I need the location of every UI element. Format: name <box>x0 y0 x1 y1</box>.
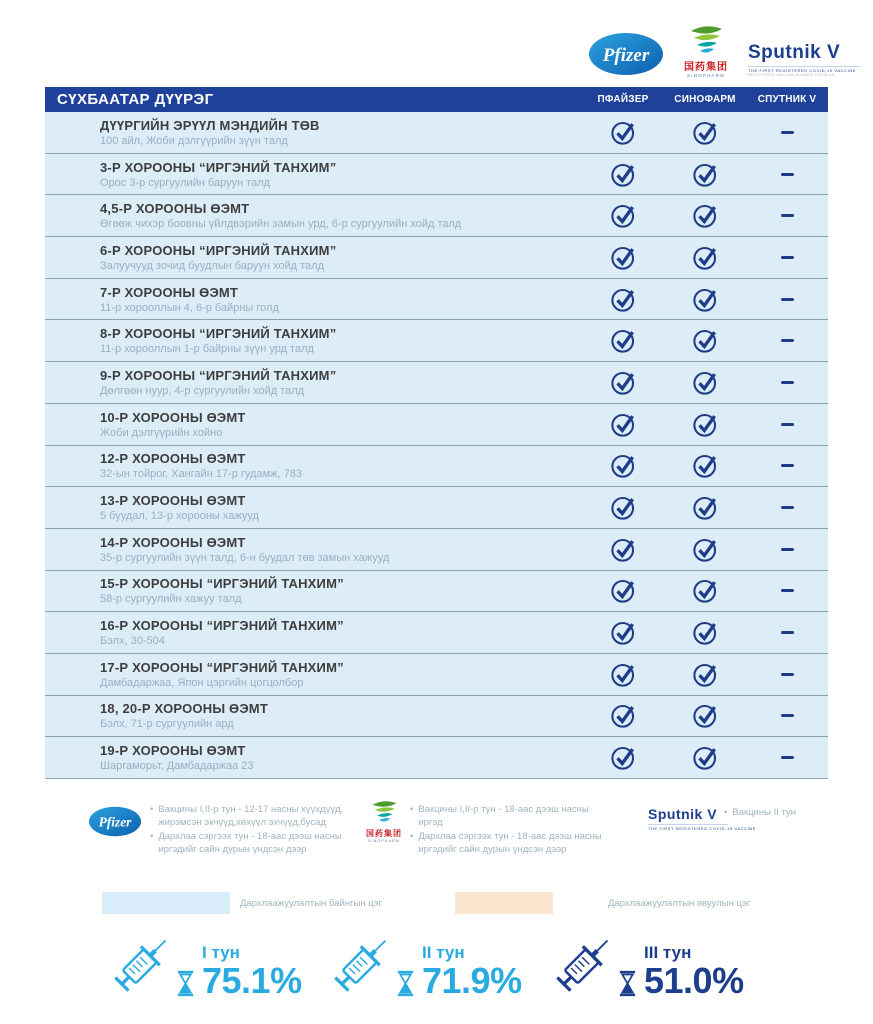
vaccine-cell <box>746 112 828 153</box>
location-title: ДҮҮРГИЙН ЭРҮҮЛ МЭНДИЙН ТӨВ <box>100 117 320 133</box>
sputnik-legend-bullets <box>724 806 844 819</box>
vaccine-cell <box>664 654 746 695</box>
legend-bullet: • Вакцины II тун <box>724 807 796 818</box>
dose-3-stat <box>548 926 744 1000</box>
sputnik-footer-logo <box>648 806 757 831</box>
dash-icon <box>781 589 794 592</box>
vaccine-cell <box>746 654 828 695</box>
dash-icon <box>781 256 794 259</box>
check-icon <box>692 202 719 229</box>
location-address: Жоби дэлгүүрийн хойно <box>100 426 223 439</box>
sinopharm-footer-logo-sub: SINOPHARM <box>368 838 400 843</box>
vaccine-cell <box>664 195 746 236</box>
pfizer-footer-logo <box>88 806 142 842</box>
location-address: Залуучууд зочид буудлын баруун хойд талд <box>100 259 325 272</box>
vaccine-cell <box>664 487 746 528</box>
vaccine-cell <box>582 237 664 278</box>
vaccination-points-table <box>45 87 828 779</box>
sputnik-logo-tagline: THE FIRST REGISTERED COVID-19 VACCINE <box>748 66 860 73</box>
vaccine-cell <box>746 195 828 236</box>
dose-2-label: II тун <box>422 943 465 963</box>
check-icon <box>610 744 637 771</box>
sinopharm-logo <box>676 25 736 78</box>
vaccine-cell <box>582 696 664 737</box>
location-address: Бэлх, 30-504 <box>100 635 165 648</box>
vaccine-cell <box>746 154 828 195</box>
check-icon <box>692 327 719 354</box>
dash-icon <box>781 131 794 134</box>
check-icon <box>610 536 637 563</box>
dash-icon <box>781 756 794 759</box>
dash-icon <box>781 298 794 301</box>
sinopharm-waves-icon <box>367 800 401 825</box>
sinopharm-waves-icon <box>684 25 728 57</box>
vaccine-cell <box>664 320 746 361</box>
hourglass-icon <box>618 970 637 997</box>
dash-icon <box>781 423 794 426</box>
vaccine-cell <box>582 279 664 320</box>
syringe-icon <box>326 926 400 1000</box>
dash-icon <box>781 714 794 717</box>
location-title: 15-Р ХОРООНЫ “ИРГЭНИЙ ТАНХИМ” <box>100 576 344 592</box>
dose-1-stat <box>106 926 302 1000</box>
vaccine-cell <box>582 529 664 570</box>
check-icon <box>610 119 637 146</box>
location-address: 5 буудал, 13-р хорооны хажууд <box>100 510 259 523</box>
check-icon <box>692 452 719 479</box>
vaccine-cell <box>746 487 828 528</box>
vaccine-cell <box>664 446 746 487</box>
location-address: 11-р хорооллын 1-р байрны зүүн урд талд <box>100 343 314 356</box>
vaccine-cell <box>664 529 746 570</box>
dash-icon <box>781 631 794 634</box>
table-row <box>45 654 828 696</box>
legend-bullet: • Вакцины I,II-р тун - 18-аас дээш насны иргэд <box>410 804 589 829</box>
table-row <box>45 362 828 404</box>
vaccine-cell <box>582 612 664 653</box>
vaccine-cell <box>746 612 828 653</box>
syringe-icon <box>106 926 180 1000</box>
vaccine-cell <box>582 154 664 195</box>
table-row <box>45 320 828 362</box>
location-address: 11-р хорооллын 4, 6-р байрны голд <box>100 301 279 314</box>
location-address: Дамбадаржаа, Япон цэргийн цогцолбор <box>100 676 304 689</box>
location-title: 9-Р ХОРООНЫ “ИРГЭНИЙ ТАНХИМ” <box>100 367 337 383</box>
mobile-point-color-swatch <box>455 892 553 914</box>
location-title: 7-Р ХОРООНЫ ӨЭМТ <box>100 284 239 300</box>
check-icon <box>692 536 719 563</box>
location-title: 19-Р ХОРООНЫ ӨЭМТ <box>100 743 246 759</box>
dash-icon <box>781 339 794 342</box>
vaccine-cell <box>664 362 746 403</box>
check-icon <box>610 202 637 229</box>
location-address: 35-р сургуулийн зүүн талд, 6-н буудал төв замын хажууд <box>100 551 390 564</box>
check-icon <box>610 161 637 188</box>
table-row <box>45 112 828 154</box>
vaccine-cell <box>664 404 746 445</box>
location-address: 32-ын тойрог, Хангайн 17-р гудамж, 783 <box>100 468 302 481</box>
table-row <box>45 446 828 488</box>
vaccine-cell <box>664 112 746 153</box>
table-row <box>45 487 828 529</box>
dose-3-value: 51.0% <box>644 960 744 1001</box>
table-rows <box>45 112 828 779</box>
dose-1-label: I тун <box>202 943 240 963</box>
fixed-point-color-swatch <box>102 892 230 914</box>
dose-3-label: III тун <box>644 943 692 963</box>
vaccine-cell <box>664 237 746 278</box>
column-header-sinopharm: СИНОФАРМ <box>674 94 736 105</box>
check-icon <box>692 744 719 771</box>
vaccine-cell <box>664 571 746 612</box>
sputnik-footer-logo-tagline: THE FIRST REGISTERED COVID-19 VACCINE <box>648 826 757 831</box>
vaccine-cell <box>582 737 664 778</box>
dash-icon <box>781 673 794 676</box>
location-title: 6-Р ХОРООНЫ “ИРГЭНИЙ ТАНХИМ” <box>100 242 337 258</box>
check-icon <box>692 411 719 438</box>
dash-icon <box>781 506 794 509</box>
sinopharm-legend-bullets <box>410 803 615 856</box>
table-row <box>45 237 828 279</box>
table-row <box>45 571 828 613</box>
location-title: 18, 20-Р ХОРООНЫ ӨЭМТ <box>100 701 268 717</box>
dose-1-value: 75.1% <box>202 960 302 1001</box>
location-title: 3-Р ХОРООНЫ “ИРГЭНИЙ ТАНХИМ” <box>100 159 337 175</box>
table-row <box>45 529 828 571</box>
table-row <box>45 154 828 196</box>
check-icon <box>692 161 719 188</box>
vaccine-cell <box>582 487 664 528</box>
vaccine-cell <box>746 237 828 278</box>
check-icon <box>692 577 719 604</box>
location-title: 13-Р ХОРООНЫ ӨЭМТ <box>100 493 246 509</box>
location-address: Шаргаморьт, Дамбадаржаа 23 <box>100 760 254 773</box>
check-icon <box>692 369 719 396</box>
check-icon <box>610 327 637 354</box>
dash-icon <box>781 464 794 467</box>
check-icon <box>610 661 637 688</box>
table-row <box>45 696 828 738</box>
sputnik-footer-logo-text: Sputnik V <box>648 806 718 822</box>
check-icon <box>610 411 637 438</box>
check-icon <box>610 244 637 271</box>
vaccine-cell <box>746 571 828 612</box>
vaccine-cell <box>746 362 828 403</box>
sinopharm-footer-logo <box>362 800 406 843</box>
check-icon <box>610 494 637 521</box>
location-title: 8-Р ХОРООНЫ “ИРГЭНИЙ ТАНХИМ” <box>100 326 337 342</box>
sputnik-logo <box>748 42 860 77</box>
check-icon <box>692 119 719 146</box>
hourglass-icon <box>176 970 195 997</box>
vaccine-cell <box>582 654 664 695</box>
check-icon <box>610 286 637 313</box>
vaccine-cell <box>582 404 664 445</box>
table-row <box>45 195 828 237</box>
location-address: 100 айл, Жоби дэлгүүрийн зүүн талд <box>100 134 288 147</box>
pfizer-logo <box>588 32 664 81</box>
check-icon <box>692 702 719 729</box>
mobile-point-label: Дархлаажуулалтын явуулын цэг <box>608 898 751 909</box>
pfizer-legend-bullets <box>150 803 368 856</box>
vaccine-cell <box>582 362 664 403</box>
location-title: 12-Р ХОРООНЫ ӨЭМТ <box>100 451 246 467</box>
table-row <box>45 279 828 321</box>
vaccine-cell <box>582 195 664 236</box>
column-header-pfizer: ПФАЙЗЕР <box>597 94 649 105</box>
location-title: 16-Р ХОРООНЫ “ИРГЭНИЙ ТАНХИМ” <box>100 618 344 634</box>
legend-bullet: • Дархлаа сэргээх тун - 18-аас дээш насны иргэдийг сайн дурын үндсэн дээр <box>410 830 602 855</box>
table-row <box>45 404 828 446</box>
dash-icon <box>781 381 794 384</box>
syringe-icon <box>548 926 622 1000</box>
check-icon <box>692 661 719 688</box>
vaccine-cell <box>746 446 828 487</box>
dash-icon <box>781 214 794 217</box>
location-address: Орос 3-р сургуулийн баруун талд <box>100 176 271 189</box>
vaccine-cell <box>664 737 746 778</box>
check-icon <box>610 619 637 646</box>
sputnik-logo-text: Sputnik V <box>748 42 841 63</box>
sinopharm-logo-sub: SINOPHARM <box>686 73 726 78</box>
check-icon <box>692 244 719 271</box>
vaccine-cell <box>582 112 664 153</box>
legend-bullet: • Дархлаа сэргээх тун - 18-аас дээш насны иргэдийг сайн дурын үндсэн дээр <box>150 830 342 855</box>
location-title: 10-Р ХОРООНЫ ӨЭМТ <box>100 409 246 425</box>
table-row <box>45 737 828 779</box>
dash-icon <box>781 173 794 176</box>
hourglass-icon <box>396 970 415 997</box>
table-header <box>45 87 828 112</box>
vaccine-cell <box>746 737 828 778</box>
sinopharm-footer-logo-cn: 国药集团 <box>366 829 402 838</box>
check-icon <box>610 369 637 396</box>
sputnik-logo-tagline2: REGISTERED VACCINE AGAINST COVID-19 <box>748 73 835 77</box>
check-icon <box>610 452 637 479</box>
check-icon <box>610 577 637 604</box>
vaccine-cell <box>664 154 746 195</box>
vaccine-cell <box>746 279 828 320</box>
dose-2-stat <box>326 926 522 1000</box>
vaccine-cell <box>582 571 664 612</box>
pfizer-logo-text: Pfizer <box>602 45 650 66</box>
vaccine-cell <box>746 404 828 445</box>
column-header-sputnik: СПУТНИК V <box>757 94 817 105</box>
dash-icon <box>781 548 794 551</box>
location-title: 14-Р ХОРООНЫ ӨЭМТ <box>100 534 246 550</box>
location-title: 4,5-Р ХОРООНЫ ӨЭМТ <box>100 201 250 217</box>
check-icon <box>692 494 719 521</box>
vaccine-cell <box>746 696 828 737</box>
vaccine-cell <box>582 446 664 487</box>
location-address: Дөлгөөн нуур, 4-р сургуулийн хойд талд <box>100 384 305 397</box>
vaccine-cell <box>582 320 664 361</box>
vaccine-cell <box>664 279 746 320</box>
vaccine-cell <box>746 320 828 361</box>
check-icon <box>692 286 719 313</box>
vaccine-cell <box>664 612 746 653</box>
check-icon <box>692 619 719 646</box>
legend-bullet: • Вакцины I,II-р тун - 12-17 насны хүүхдүүд, жирэмсэн эхчүүд,хөхүүл эхчүүд,бусад <box>150 804 344 829</box>
location-title: 17-Р ХОРООНЫ “ИРГЭНИЙ ТАНХИМ” <box>100 659 344 675</box>
fixed-point-label: Дархлаажуулалтын байнгын цэг <box>240 898 382 909</box>
vaccine-cell <box>664 696 746 737</box>
sinopharm-logo-cn: 国药集团 <box>684 62 728 73</box>
pfizer-footer-logo-text: Pfizer <box>98 814 132 830</box>
table-row <box>45 612 828 654</box>
location-address: 58-р сургуулийн хажуу талд <box>100 593 242 606</box>
location-address: Өгөөж чихэр боовны үйлдвэрийн замын урд, 6-р сургуулийн хойд талд <box>100 218 462 231</box>
page-title: СҮХБААТАР ДҮҮРЭГ <box>57 91 214 108</box>
check-icon <box>610 702 637 729</box>
vaccine-cell <box>746 529 828 570</box>
dose-2-value: 71.9% <box>422 960 522 1001</box>
location-address: Бэлх, 71-р сургуулийн ард <box>100 718 234 731</box>
